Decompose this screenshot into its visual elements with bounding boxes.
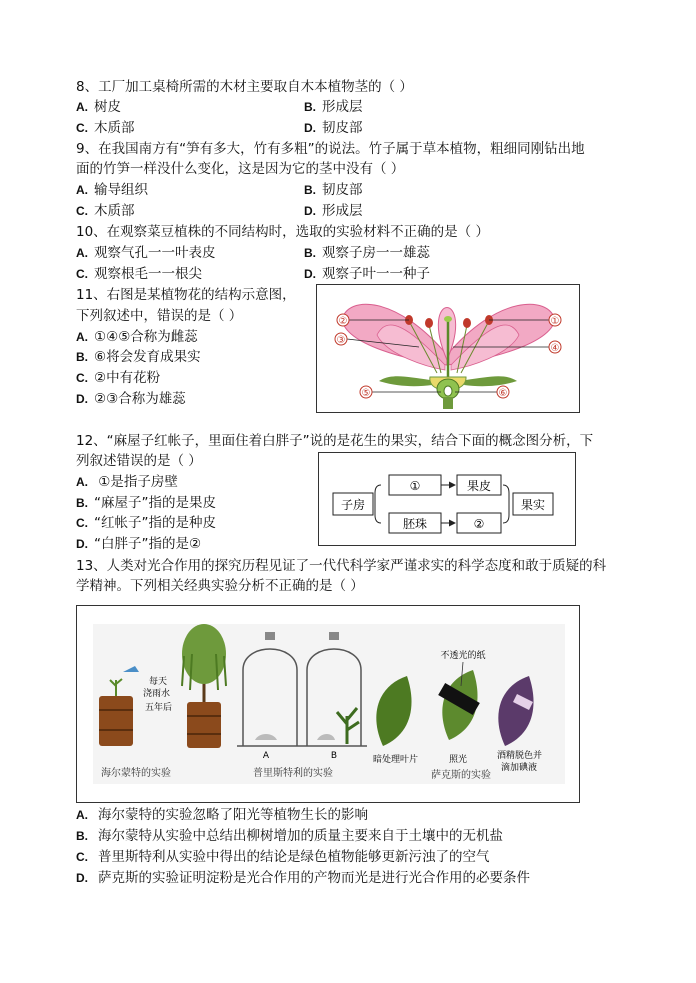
option-key: D. bbox=[304, 204, 316, 218]
option-key: A. bbox=[76, 183, 88, 197]
stigma bbox=[444, 316, 452, 322]
option-key: D. bbox=[304, 121, 316, 135]
label-5: ⑤ bbox=[361, 388, 371, 399]
option-key: A. bbox=[76, 475, 88, 489]
option-text: 观察子叶一一种子 bbox=[322, 266, 430, 282]
node-ovule-text: 胚珠 bbox=[402, 517, 428, 531]
water-label-2: 浇雨水 bbox=[143, 689, 171, 699]
q11-option-d[interactable] bbox=[76, 389, 186, 409]
q11-option-a[interactable] bbox=[76, 327, 198, 347]
option-key: C. bbox=[76, 204, 88, 218]
q10-stem: 10、在观察菜豆植株的不同结构时，选取的实验材料不正确的是（ ） bbox=[76, 224, 489, 240]
label-6: ⑥ bbox=[498, 388, 508, 399]
q12-option-a[interactable] bbox=[76, 472, 178, 492]
q12-option-b[interactable] bbox=[76, 493, 216, 513]
priestley-caption: 普里斯特利的实验 bbox=[253, 768, 333, 779]
q10-option-d[interactable] bbox=[304, 264, 430, 284]
q11-option-c[interactable] bbox=[76, 368, 160, 388]
q12-stem-line1: 12、“麻屋子红帐子，里面住着白胖子”说的是花生的果实，结合下面的概念图分析，下 bbox=[76, 433, 594, 449]
q13-option-a[interactable] bbox=[76, 805, 368, 825]
flower-structure-figure bbox=[316, 284, 580, 413]
q8-option-b[interactable] bbox=[304, 97, 363, 117]
option-key: D. bbox=[304, 267, 316, 281]
option-key: B. bbox=[76, 496, 88, 510]
q9-option-c[interactable] bbox=[76, 201, 135, 221]
q9-stem-line2: 面的竹笋一样没什么变化，这是因为它的茎中没有（ ） bbox=[76, 161, 405, 177]
option-text: “麻屋子”指的是果皮 bbox=[94, 495, 216, 511]
label-2: ② bbox=[338, 316, 348, 327]
flower-diagram bbox=[317, 285, 579, 412]
option-key: A. bbox=[76, 100, 88, 114]
node-2-text: ② bbox=[473, 517, 485, 531]
water-label-1: 每天 bbox=[149, 677, 168, 687]
option-text: 普里斯特利从实验中得出的结论是绿色植物能够更新污浊了的空气 bbox=[98, 849, 490, 865]
option-key: C. bbox=[76, 850, 88, 864]
light-label: 照光 bbox=[449, 755, 468, 765]
option-text: 海尔蒙特从实验中总结出柳树增加的质量主要来自于土壤中的无机盐 bbox=[98, 828, 503, 844]
option-text: ①④⑤合称为雌蕊 bbox=[94, 329, 198, 345]
option-key: B. bbox=[304, 100, 316, 114]
q8-stem: 8、工厂加工桌椅所需的木材主要取自木本植物茎的（ ） bbox=[76, 79, 413, 95]
bell-b-label: B bbox=[330, 751, 338, 761]
option-text: ①是指子房壁 bbox=[94, 474, 178, 490]
pedicel bbox=[443, 397, 453, 409]
option-key: D. bbox=[76, 537, 88, 551]
q8-option-d[interactable] bbox=[304, 118, 363, 138]
option-text: 形成层 bbox=[322, 203, 363, 219]
q13-option-b[interactable] bbox=[76, 826, 503, 846]
q13-stem-line1: 13、人类对光合作用的探究历程见证了一代代科学家严谨求实的科学态度和敢于质疑的科 bbox=[76, 558, 607, 574]
photosynthesis-experiments-figure bbox=[76, 605, 580, 803]
q9-option-d[interactable] bbox=[304, 201, 363, 221]
node-1-text: ① bbox=[409, 479, 421, 493]
option-text: 海尔蒙特的实验忽略了阳光等植物生长的影响 bbox=[98, 807, 368, 823]
option-text: 萨克斯的实验证明淀粉是光合作用的产物而光是进行光合作用的必要条件 bbox=[98, 870, 530, 886]
option-text: 观察气孔一一叶表皮 bbox=[94, 245, 216, 261]
sepal-right bbox=[464, 376, 517, 386]
option-key: C. bbox=[76, 267, 88, 281]
q12-option-d[interactable] bbox=[76, 534, 201, 554]
barrel-after bbox=[187, 702, 221, 748]
option-text: ②中有花粉 bbox=[94, 370, 161, 386]
q11-stem-line1: 11、右图是某植物花的结构示意图， bbox=[76, 287, 296, 303]
brace-right bbox=[503, 485, 509, 523]
q8-option-c[interactable] bbox=[76, 118, 135, 138]
concept-map bbox=[319, 453, 575, 545]
dark-leaf-label: 暗处理叶片 bbox=[373, 755, 419, 765]
experiments-illustration bbox=[77, 606, 579, 802]
q9-option-a[interactable] bbox=[76, 180, 148, 200]
option-key: C. bbox=[76, 516, 88, 530]
option-text: 木质部 bbox=[94, 203, 135, 219]
bell-a-label: A bbox=[262, 751, 270, 761]
q12-option-c[interactable] bbox=[76, 513, 216, 533]
option-key: C. bbox=[76, 371, 88, 385]
q10-option-a[interactable] bbox=[76, 243, 216, 263]
helmont-caption: 海尔蒙特的实验 bbox=[101, 768, 171, 779]
q9-option-b[interactable] bbox=[304, 180, 363, 200]
brace-left bbox=[375, 485, 381, 523]
q10-option-c[interactable] bbox=[76, 264, 202, 284]
option-text: ②③合称为雄蕊 bbox=[94, 391, 186, 407]
option-text: “红帐子”指的是种皮 bbox=[94, 515, 216, 531]
q13-option-d[interactable] bbox=[76, 868, 530, 888]
willow-crown bbox=[182, 624, 226, 684]
label-4: ④ bbox=[550, 343, 560, 354]
alcohol-label-2: 滴加碘液 bbox=[501, 763, 538, 773]
opaque-paper-label: 不透光的纸 bbox=[440, 651, 486, 661]
q10-option-b[interactable] bbox=[304, 243, 430, 263]
option-key: B. bbox=[76, 829, 88, 843]
option-text: ⑥将会发育成果实 bbox=[94, 349, 201, 365]
q9-stem-line1: 9、在我国南方有“笋有多大，竹有多粗”的说法。竹子属于草本植物，粗细同刚钻出地 bbox=[76, 141, 585, 157]
option-text: 树皮 bbox=[94, 99, 121, 115]
option-text: 观察根毛一一根尖 bbox=[94, 266, 202, 282]
option-text: “白胖子”指的是② bbox=[94, 536, 202, 552]
option-text: 输导组织 bbox=[94, 182, 148, 198]
label-3: ③ bbox=[336, 335, 346, 346]
years-label: 五年后 bbox=[145, 703, 173, 713]
option-text: 韧皮部 bbox=[322, 182, 363, 198]
q12-stem-line2: 列叙述错误的是（ ） bbox=[76, 453, 202, 469]
option-key: D. bbox=[76, 392, 88, 406]
label-1: ① bbox=[550, 316, 560, 327]
q11-stem-line2: 下列叙述中，错误的是（ ） bbox=[76, 308, 243, 324]
q11-option-b[interactable] bbox=[76, 347, 201, 367]
ovule bbox=[444, 386, 452, 396]
alcohol-label-1: 酒精脱色并 bbox=[497, 751, 543, 761]
option-key: A. bbox=[76, 330, 88, 344]
q13-option-c[interactable] bbox=[76, 847, 490, 867]
option-text: 观察子房一一雄蕊 bbox=[322, 245, 430, 261]
sachs-caption: 萨克斯的实验 bbox=[431, 770, 491, 781]
option-key: D. bbox=[76, 871, 88, 885]
q13-stem-line2: 学精神。下列相关经典实验分析不正确的是（ ） bbox=[76, 578, 364, 594]
concept-map-figure bbox=[318, 452, 576, 546]
option-text: 形成层 bbox=[322, 99, 363, 115]
sepal-left bbox=[379, 376, 432, 386]
node-pericarp-text: 果皮 bbox=[466, 479, 492, 493]
option-key: C. bbox=[76, 121, 88, 135]
option-text: 韧皮部 bbox=[322, 120, 363, 136]
node-fruit-text: 果实 bbox=[520, 498, 546, 512]
option-key: B. bbox=[304, 246, 316, 260]
option-key: A. bbox=[76, 808, 88, 822]
option-key: A. bbox=[76, 246, 88, 260]
q8-option-a[interactable] bbox=[76, 97, 121, 117]
option-text: 木质部 bbox=[94, 120, 135, 136]
option-key: B. bbox=[76, 350, 88, 364]
barrel-before bbox=[99, 696, 133, 746]
option-key: B. bbox=[304, 183, 316, 197]
node-ovary-text: 子房 bbox=[340, 498, 366, 512]
